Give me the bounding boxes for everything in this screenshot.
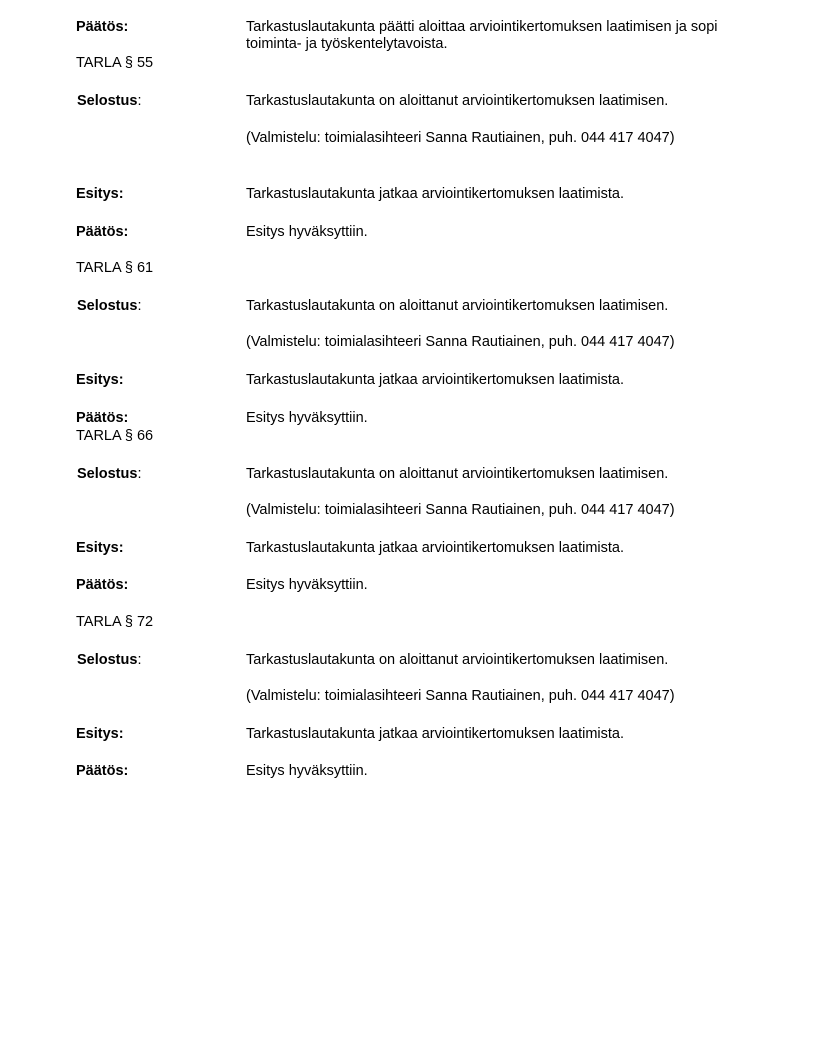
selostus-text: Tarkastuslautakunta on aloittanut arviointikertomuksen laatimisen.	[246, 298, 669, 314]
selostus-text: Tarkastuslautakunta on aloittanut arviointikertomuksen laatimisen.	[246, 466, 669, 482]
selostus-label: Selostus:	[77, 298, 142, 314]
selostus-text: Tarkastuslautakunta on aloittanut arviointikertomuksen laatimisen.	[246, 652, 669, 668]
paatos-text: Esitys hyväksyttiin.	[246, 577, 368, 593]
esitys-text: Tarkastuslautakunta jatkaa arviointikertomuksen laatimista.	[246, 540, 624, 556]
paatos-label: Päätös:	[76, 19, 129, 35]
selostus-label: Selostus:	[77, 466, 142, 482]
selostus-label: Selostus:	[77, 93, 142, 109]
paatos-text: Esitys hyväksyttiin.	[246, 410, 368, 426]
esitys-label: Esitys:	[76, 726, 124, 742]
valmistelu-text: (Valmistelu: toimialasihteeri Sanna Rautiainen, puh. 044 417 4047)	[246, 688, 675, 704]
esitys-text: Tarkastuslautakunta jatkaa arviointikertomuksen laatimista.	[246, 726, 624, 742]
paatos-text: Tarkastuslautakunta päätti aloittaa arviointikertomuksen laatimisen ja sopi toiminta- ja työskentelytavoista.	[246, 19, 718, 52]
selostus-label: Selostus:	[77, 652, 142, 668]
esitys-text: Tarkastuslautakunta jatkaa arviointikertomuksen laatimista.	[246, 372, 624, 388]
section-reference: TARLA § 55	[76, 55, 154, 71]
paatos-label: Päätös:	[76, 577, 129, 593]
valmistelu-text: (Valmistelu: toimialasihteeri Sanna Rautiainen, puh. 044 417 4047)	[246, 502, 675, 518]
section-reference: TARLA § 72	[76, 614, 154, 630]
section-reference: TARLA § 66	[76, 428, 154, 444]
selostus-text: Tarkastuslautakunta on aloittanut arviointikertomuksen laatimisen.	[246, 93, 669, 109]
valmistelu-text: (Valmistelu: toimialasihteeri Sanna Rautiainen, puh. 044 417 4047)	[246, 130, 675, 146]
paatos-label: Päätös:	[76, 224, 129, 240]
esitys-label: Esitys:	[76, 372, 124, 388]
esitys-label: Esitys:	[76, 540, 124, 556]
paatos-label: Päätös:	[76, 763, 129, 779]
esitys-label: Esitys:	[76, 186, 124, 202]
paatos-text: Esitys hyväksyttiin.	[246, 763, 368, 779]
paatos-text: Esitys hyväksyttiin.	[246, 224, 368, 240]
esitys-text: Tarkastuslautakunta jatkaa arviointikertomuksen laatimista.	[246, 186, 624, 202]
valmistelu-text: (Valmistelu: toimialasihteeri Sanna Rautiainen, puh. 044 417 4047)	[246, 334, 675, 350]
paatos-label: Päätös:	[76, 410, 129, 426]
section-reference: TARLA § 61	[76, 260, 154, 276]
